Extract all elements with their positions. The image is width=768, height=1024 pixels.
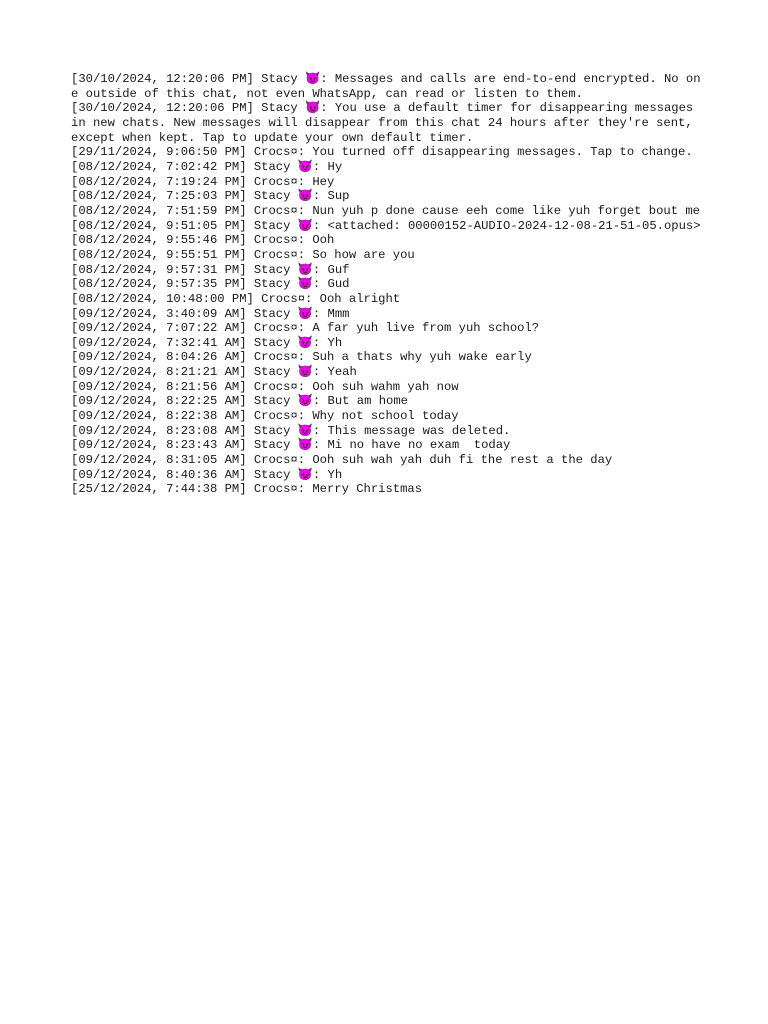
chat-line: [09/12/2024, 8:22:25 AM] Stacy 😈: But am home	[71, 394, 408, 409]
chat-line: [08/12/2024, 7:19:24 PM] Crocs¤: Hey	[71, 174, 335, 189]
chat-line: [09/12/2024, 7:07:22 AM] Crocs¤: A far yuh live from yuh school?	[71, 321, 540, 336]
chat-line: [09/12/2024, 8:40:36 AM] Stacy 😈: Yh	[71, 467, 343, 482]
chat-line: [09/12/2024, 8:21:21 AM] Stacy 😈: Yeah	[71, 365, 357, 380]
chat-line: [09/12/2024, 8:23:43 AM] Stacy 😈: Mi no have no exam today	[71, 438, 511, 453]
chat-line: [30/10/2024, 12:20:06 PM] Stacy 😈: Messages and calls are end-to-end encrypted. No one outside of this chat, not even WhatsApp, can read or listen to them.	[71, 72, 701, 101]
chat-line: [30/10/2024, 12:20:06 PM] Stacy 😈: You use a default timer for disappearing messages in new chats. New messages will disappear from this chat 24 hours after they're sent, except when kept. Tap to update your own default timer.	[71, 101, 701, 145]
chat-log-text	[71, 72, 701, 497]
chat-line: [25/12/2024, 7:44:38 PM] Crocs¤: Merry Christmas	[71, 482, 423, 497]
chat-line: [09/12/2024, 3:40:09 AM] Stacy 😈: Mmm	[71, 306, 350, 321]
chat-line: [09/12/2024, 8:31:05 AM] Crocs¤: Ooh suh wah yah duh fi the rest a the day	[71, 453, 613, 468]
chat-line: [08/12/2024, 9:55:46 PM] Crocs¤: Ooh	[71, 233, 335, 248]
chat-line: [08/12/2024, 9:55:51 PM] Crocs¤: So how are you	[71, 247, 415, 262]
chat-line: [08/12/2024, 7:51:59 PM] Crocs¤: Nun yuh p done cause eeh come like yuh forget bout me	[71, 203, 700, 218]
chat-line: [08/12/2024, 9:57:31 PM] Stacy 😈: Guf	[71, 262, 350, 277]
chat-line: [08/12/2024, 7:02:42 PM] Stacy 😈: Hy	[71, 159, 343, 174]
chat-line: [09/12/2024, 8:22:38 AM] Crocs¤: Why not school today	[71, 409, 459, 424]
chat-line: [08/12/2024, 9:57:35 PM] Stacy 😈: Gud	[71, 277, 350, 292]
chat-line: [08/12/2024, 7:25:03 PM] Stacy 😈: Sup	[71, 189, 350, 204]
chat-line: [09/12/2024, 8:04:26 AM] Crocs¤: Suh a thats why yuh wake early	[71, 350, 532, 365]
chat-line: [29/11/2024, 9:06:50 PM] Crocs¤: You turned off disappearing messages. Tap to change.	[71, 145, 693, 160]
chat-line: [09/12/2024, 7:32:41 AM] Stacy 😈: Yh	[71, 335, 343, 350]
chat-line: [08/12/2024, 10:48:00 PM] Crocs¤: Ooh alright	[71, 291, 401, 306]
chat-line: [08/12/2024, 9:51:05 PM] Stacy 😈: <attached: 00000152-AUDIO-2024-12-08-21-51-05.opus>	[71, 218, 701, 233]
chat-line: [09/12/2024, 8:23:08 AM] Stacy 😈: This message was deleted.	[71, 423, 511, 438]
chat-line: [09/12/2024, 8:21:56 AM] Crocs¤: Ooh suh wahm yah now	[71, 379, 459, 394]
